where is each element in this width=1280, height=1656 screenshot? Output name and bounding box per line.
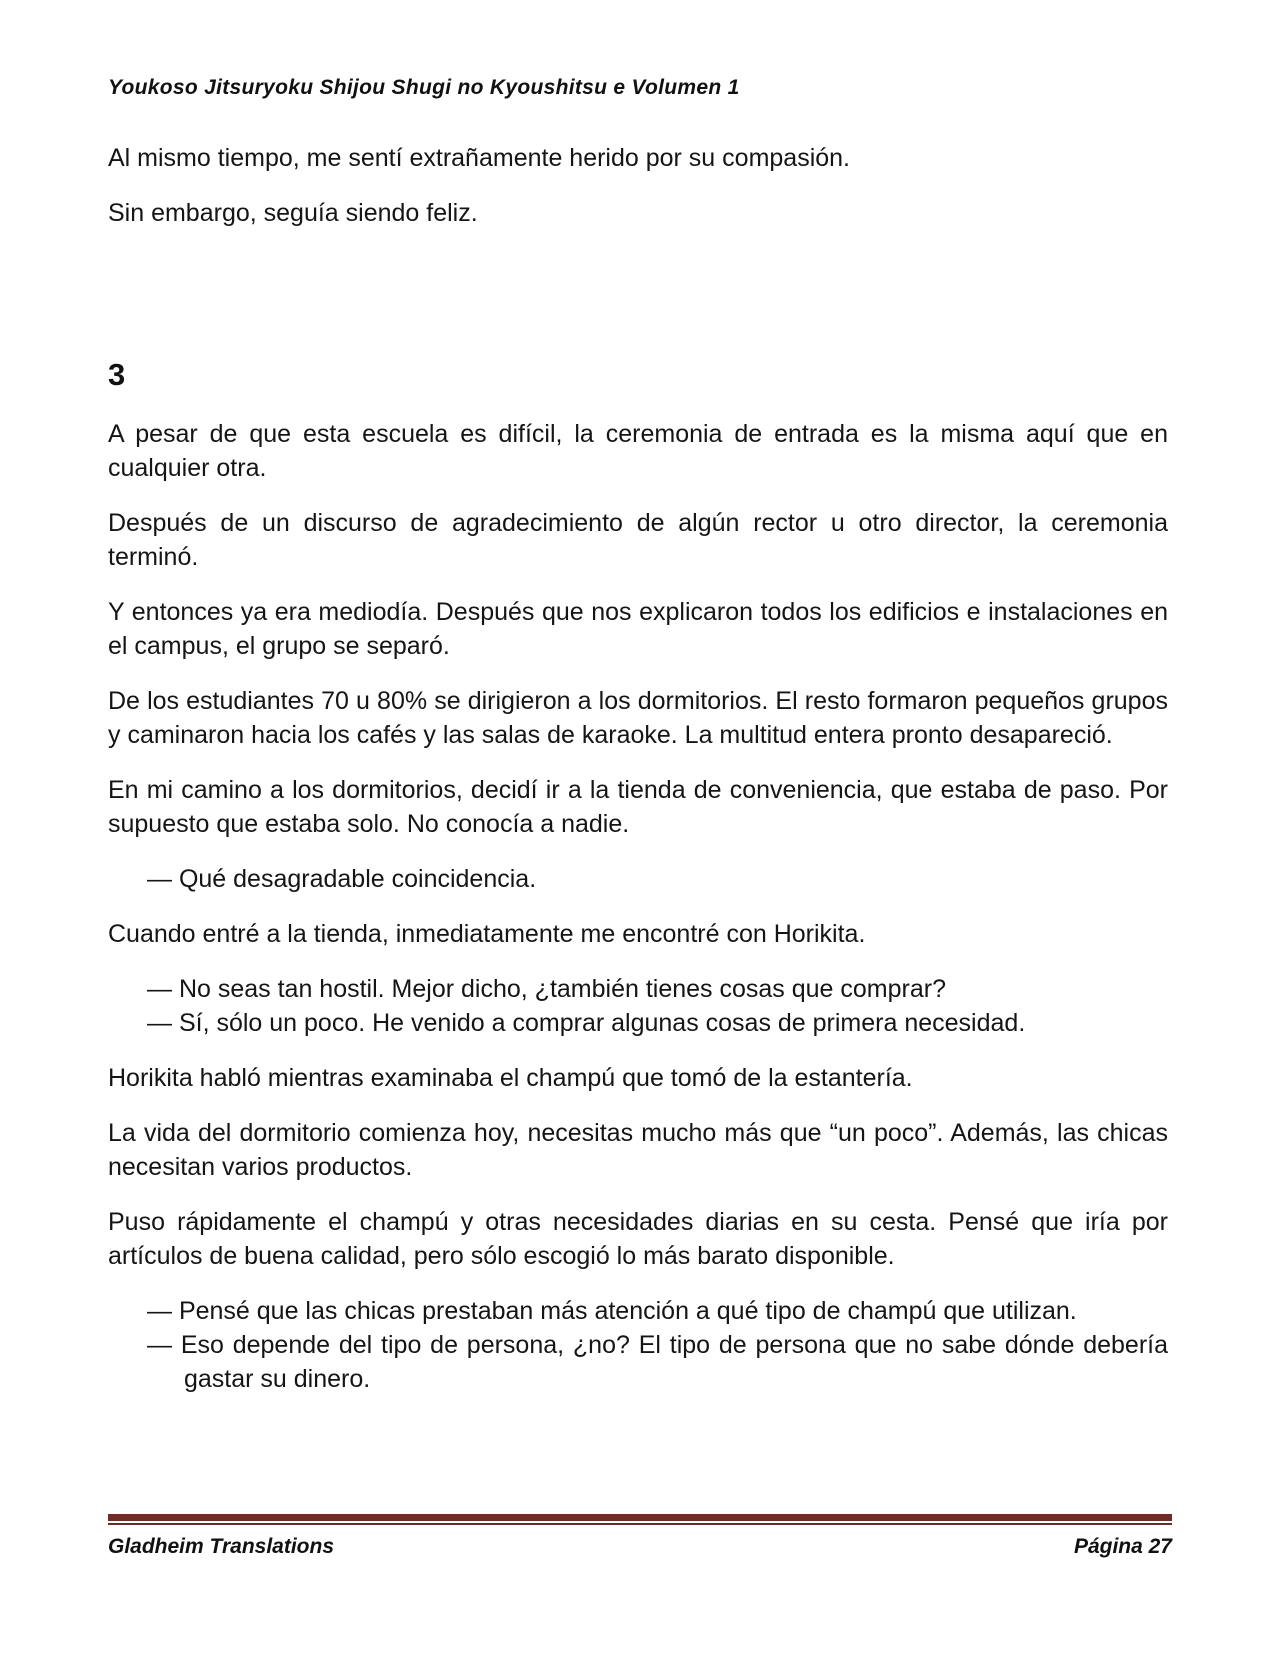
footer-page-number: Página 27 — [1073, 1535, 1172, 1558]
dialogue-group — [108, 972, 1168, 1040]
paragraph: La vida del dormitorio comienza hoy, necesitas mucho más que “un poco”. Además, las chicas necesitan varios productos. — [108, 1119, 1168, 1181]
page-header — [108, 76, 1168, 100]
paragraph: Y entonces ya era mediodía. Después que nos explicaron todos los edificios e instalaciones en el campus, el grupo se separó. — [108, 598, 1168, 660]
footer-translator-credit: Gladheim Translations — [108, 1535, 335, 1558]
dialogue-group — [108, 862, 1168, 896]
dialogue-line: — Sí, sólo un poco. He venido a comprar algunas cosas de primera necesidad. — [147, 1009, 1026, 1037]
page-body — [108, 141, 1168, 1396]
paragraph: En mi camino a los dormitorios, decidí ir a la tienda de conveniencia, que estaba de paso. Por supuesto que estaba solo. No conocía a nadie. — [108, 776, 1168, 838]
paragraph: Cuando entré a la tienda, inmediatamente me encontré con Horikita. — [108, 920, 866, 948]
paragraph: Puso rápidamente el champú y otras necesidades diarias en su cesta. Pensé que iría por artículos de buena calidad, pero sólo escogió lo más barato disponible. — [108, 1208, 1168, 1270]
page-footer — [108, 1514, 1172, 1559]
paragraph: De los estudiantes 70 u 80% se dirigieron a los dormitorios. El resto formaron pequeños grupos y caminaron hacia los cafés y las salas de karaoke. La multitud entera pronto desapareció. — [108, 687, 1168, 749]
paragraph: Después de un discurso de agradecimiento de algún rector u otro director, la ceremonia terminó. — [108, 509, 1168, 571]
header-title: Youkoso Jitsuryoku Shijou Shugi no Kyoushitsu e Volumen 1 — [108, 76, 740, 99]
dialogue-group — [108, 1294, 1168, 1396]
dialogue-line: — Pensé que las chicas prestaban más atención a qué tipo de champú que utilizan. — [147, 1297, 1077, 1325]
dialogue-line: — Qué desagradable coincidencia. — [147, 865, 537, 893]
footer-row — [108, 1535, 1172, 1559]
dialogue-line: — Eso depende del tipo de persona, ¿no? El tipo de persona que no sabe dónde debería gastar su dinero. — [147, 1331, 1168, 1393]
footer-rule-thin — [108, 1523, 1172, 1525]
paragraph: Sin embargo, seguía siendo feliz. — [108, 199, 478, 227]
paragraph: Horikita habló mientras examinaba el champú que tomó de la estantería. — [108, 1064, 913, 1092]
paragraph: A pesar de que esta escuela es difícil, la ceremonia de entrada es la misma aquí que en cualquier otra. — [108, 420, 1168, 482]
footer-rule-thick — [108, 1514, 1172, 1521]
chapter-heading: 3 — [108, 357, 126, 392]
paragraph: Al mismo tiempo, me sentí extrañamente herido por su compasión. — [108, 144, 851, 172]
dialogue-line: — No seas tan hostil. Mejor dicho, ¿también tienes cosas que comprar? — [147, 975, 946, 1003]
